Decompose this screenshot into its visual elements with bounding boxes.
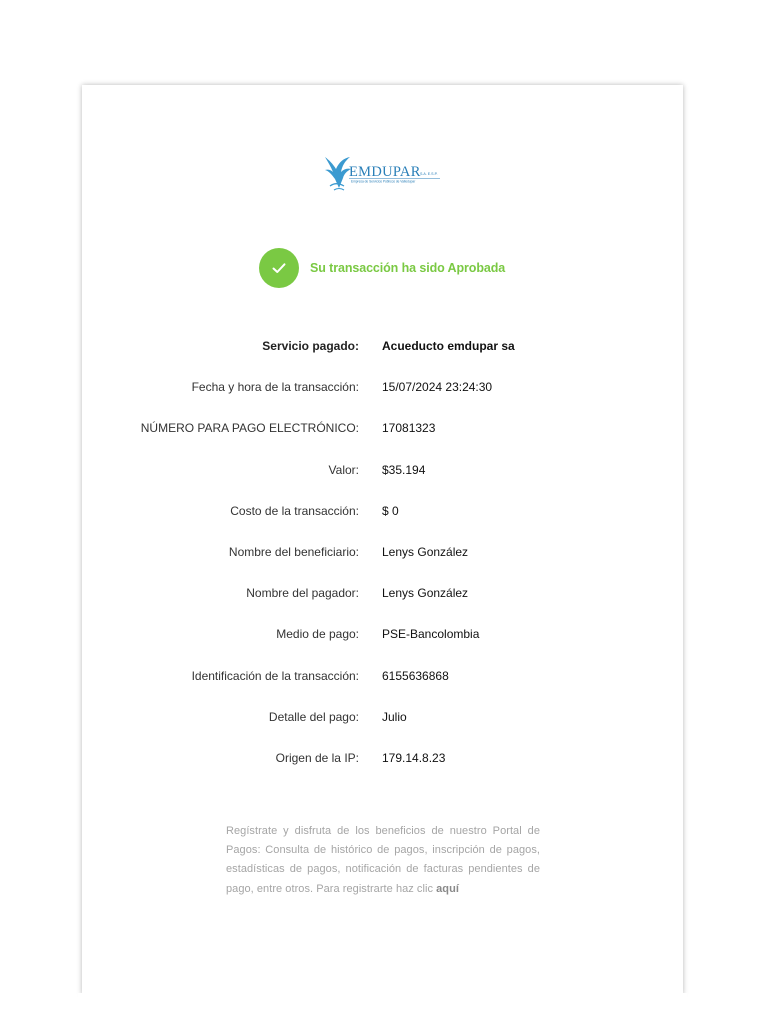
transaction-details [82,326,683,779]
logo-brand-text: EMDUPAR [349,164,421,180]
transaction-status [259,247,505,289]
detail-row-valor [82,450,683,491]
detail-value: $ 0 [382,503,399,518]
detail-label: Nombre del pagador: [246,586,359,601]
detail-row-identificacion [82,656,683,697]
detail-label: Costo de la transacción: [230,503,359,518]
detail-row-detalle [82,697,683,738]
detail-label: Detalle del pago: [268,709,359,724]
detail-value: 17081323 [382,421,436,436]
emdupar-logo [320,153,445,193]
detail-label: Servicio pagado: [262,339,359,353]
detail-row-numero [82,408,683,449]
status-message: Su transacción ha sido Aprobada [310,261,506,275]
detail-value: 15/07/2024 23:24:30 [382,380,493,395]
register-link[interactable]: aquí [436,882,459,895]
detail-row-fecha [82,367,683,408]
emdupar-logo-graphic [320,153,445,193]
detail-value: Acueducto emdupar sa [382,339,515,353]
detail-label: Nombre del beneficiario: [228,544,359,559]
detail-value: Lenys González [382,544,469,559]
detail-row-servicio [82,326,683,367]
promo-text: Regístrate y disfruta de los beneficios de nuestro Portal de Pagos: Consulta de histórico de pagos, inscripción de pagos, estadísticas de pagos, notificación de facturas pendientes de pago, entre otros. Para registrarte haz clic [226,825,540,895]
detail-label: Fecha y hora de la transacción: [191,380,359,395]
detail-label: Origen de la IP: [275,750,359,765]
check-icon [259,248,299,288]
detail-label: Medio de pago: [276,627,359,642]
logo-suffix: S.A. E.S.P. [420,172,438,176]
detail-label: NÚMERO PARA PAGO ELECTRÓNICO: [140,421,359,436]
detail-row-ip [82,738,683,779]
detail-value: Lenys González [382,586,469,601]
detail-value: Julio [382,709,407,724]
detail-value: PSE-Bancolombia [382,627,480,642]
detail-label: Identificación de la transacción: [191,668,359,683]
detail-label: Valor: [328,462,359,477]
detail-value: 6155636868 [382,668,449,683]
detail-value: $35.194 [382,462,426,477]
detail-row-costo [82,491,683,532]
detail-value: 179.14.8.23 [382,750,446,765]
logo-tagline: Empresa de Servicios Públicos de Valledupar [351,179,416,184]
detail-row-medio [82,614,683,655]
register-promo [226,822,540,899]
detail-row-beneficiario [82,532,683,573]
detail-row-pagador [82,573,683,614]
